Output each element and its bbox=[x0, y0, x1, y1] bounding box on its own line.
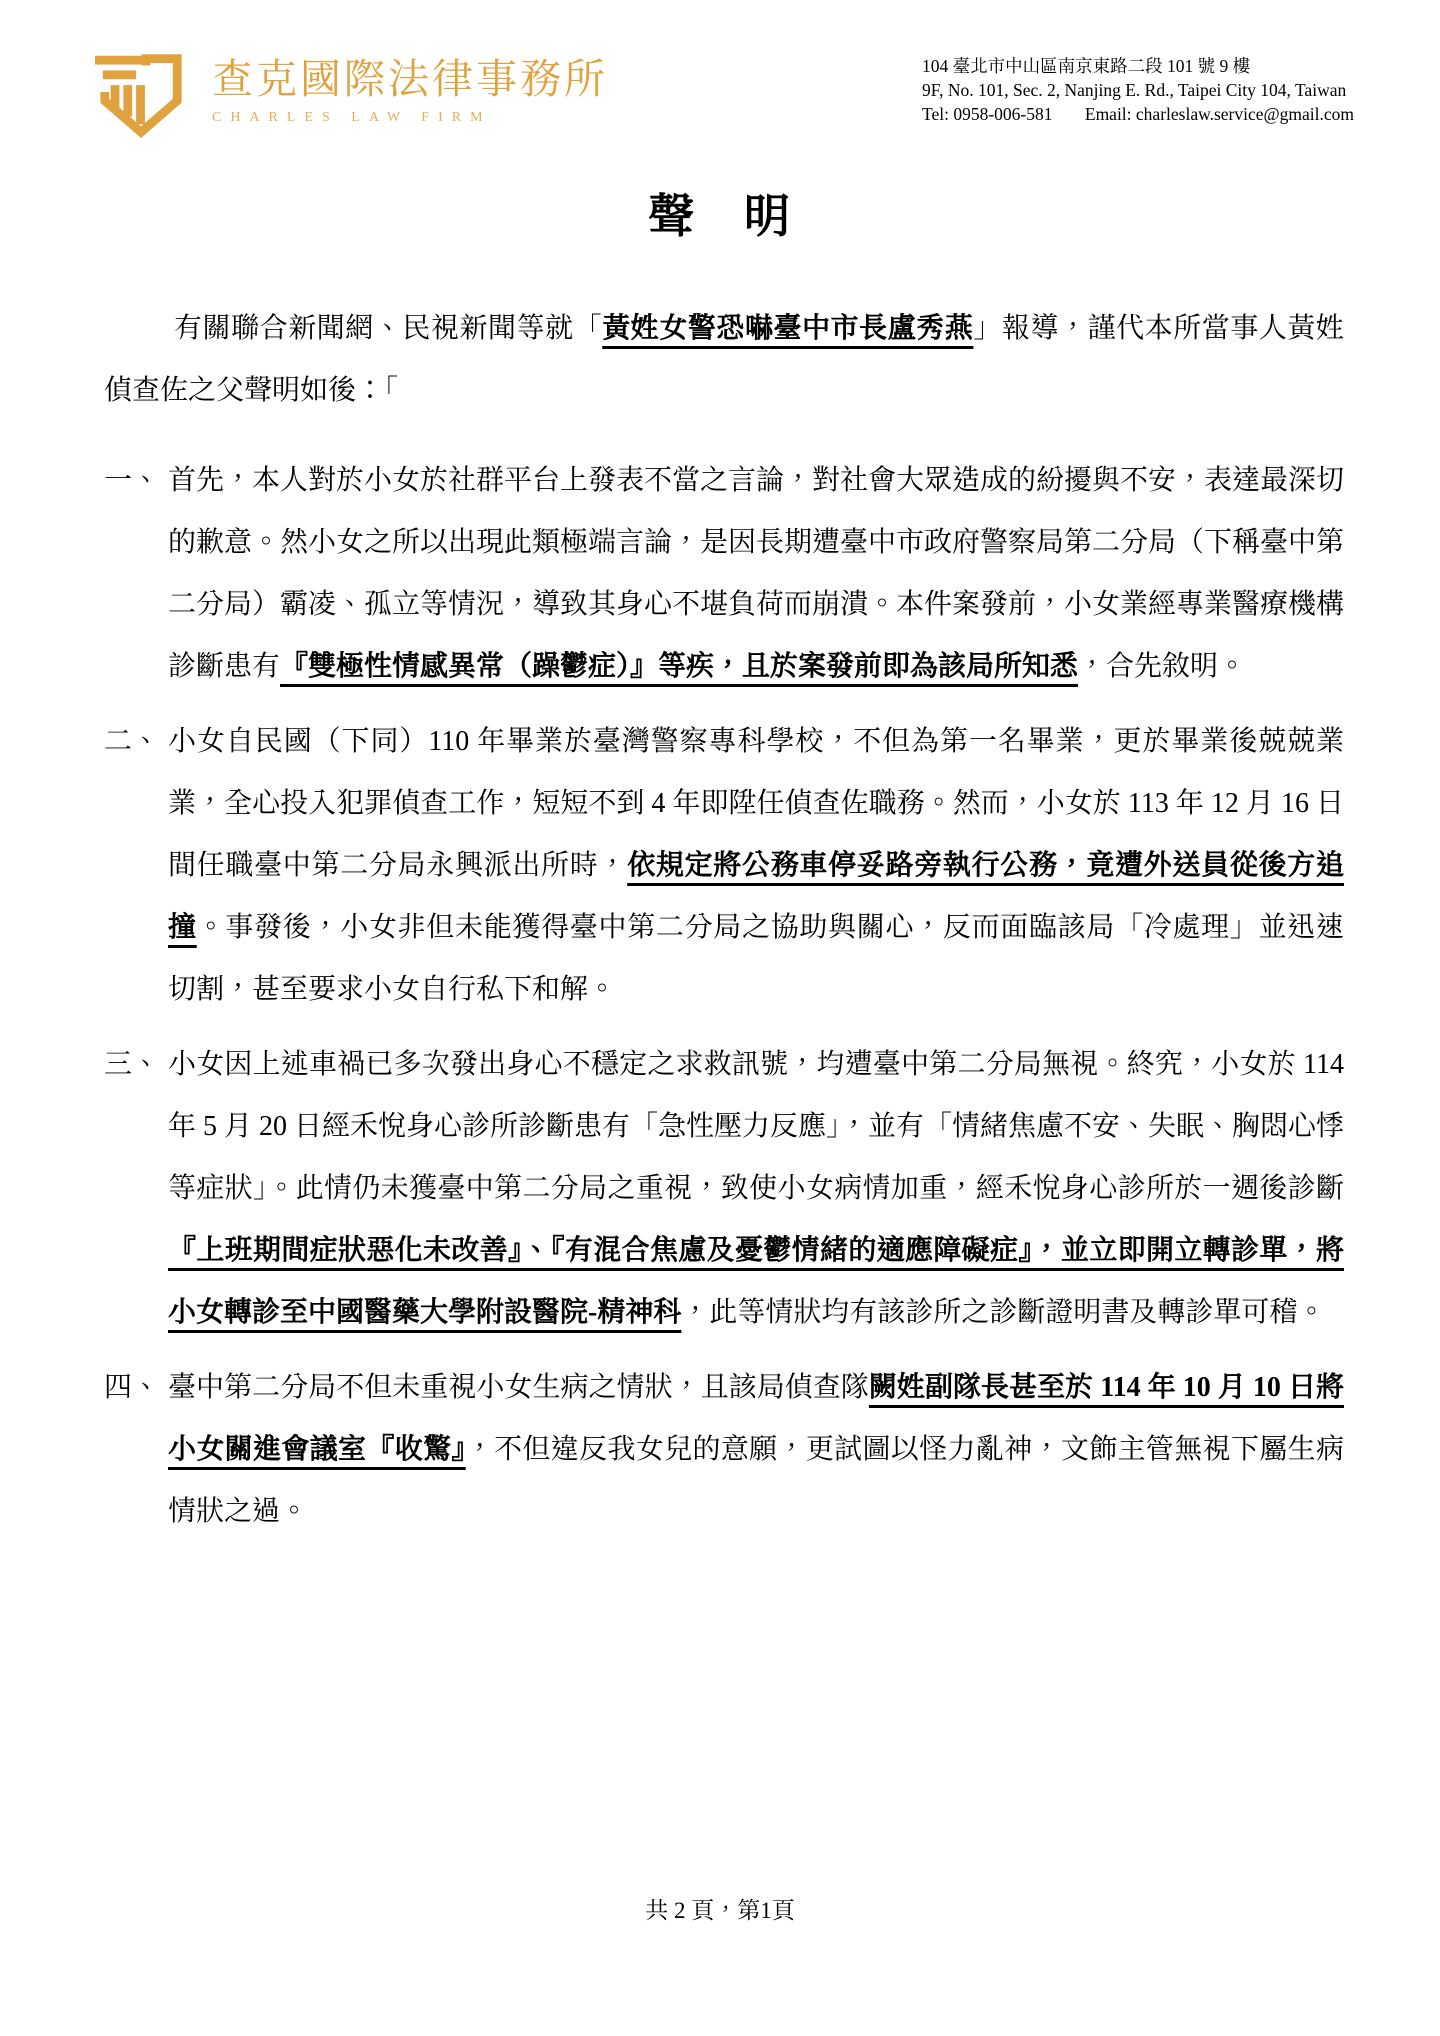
section-number: 四、 bbox=[104, 1372, 161, 1403]
intro-text-cont: 」報導，謹代本所當事人黃姓偵查佐之父聲明如後：「 bbox=[104, 313, 1344, 406]
contact-line bbox=[922, 102, 1354, 126]
firm-name-en: CHARLES LAW FIRM bbox=[212, 110, 492, 126]
logo-names bbox=[212, 56, 608, 126]
email-label: Email: charleslaw.service@gmail.com bbox=[1084, 104, 1354, 125]
section-text bbox=[168, 1034, 1344, 1344]
document-body bbox=[0, 298, 1440, 1543]
section-text-normal: 小女自民國（下同）110 年畢業於臺灣警察專科學校，不但為第一名畢業，更於畢業後兢兢業業，全心投入犯罪偵查工作，短短不到 4 年即陞任偵查佐職務。然而，小女於 113 年 12 月 16 日間任職臺中第二分局永興派出所時， bbox=[168, 726, 1344, 881]
section-text-normal: 臺中第二分局不但未重視小女生病之情狀，且該局偵查隊 bbox=[168, 1372, 869, 1403]
section-text-emphasis: 闕姓副隊長甚至於 114 年 10 月 10 日將小女關進會議室『收驚』 bbox=[168, 1372, 1344, 1465]
section-number: 一、 bbox=[104, 465, 161, 496]
shield-pillar-logo-icon bbox=[86, 44, 196, 138]
section-text-normal: ，此等情狀均有該診所之診斷證明書及轉診單可稽。 bbox=[681, 1297, 1326, 1328]
section-text-normal: 。事發後，小女非但未能獲得臺中第二分局之協助與關心，反而面臨該局「冷處理」並迅速切割，甚至要求小女自行私下和解。 bbox=[168, 912, 1344, 1005]
intro-text: 有關聯合新聞網、民視新聞等就「 bbox=[174, 313, 603, 344]
section-number: 二、 bbox=[104, 726, 161, 757]
letterhead bbox=[0, 0, 1440, 138]
statement-section-4 bbox=[104, 1357, 1344, 1543]
page-number-footer: 共 2 頁，第1頁 bbox=[645, 1898, 795, 1923]
statement-section-3 bbox=[104, 1034, 1344, 1344]
address-en: 9F, No. 101, Sec. 2, Nanjing E. Rd., Taipei City 104, Taiwan bbox=[922, 80, 1347, 101]
section-text bbox=[168, 1357, 1344, 1543]
section-text-normal: ，不但違反我女兒的意願，更試圖以怪力亂神，文飾主管無視下屬生病情狀之過。 bbox=[168, 1434, 1344, 1527]
intro-highlight: 黃姓女警恐嚇臺中市長盧秀燕 bbox=[602, 313, 974, 344]
section-text-normal: 首先，本人對於小女於社群平台上發表不當之言論，對社會大眾造成的紛擾與不安，表達最深切的歉意。然小女之所以出現此類極端言論，是因長期遭臺中市政府警察局第二分局（下稱臺中第二分局）霸凌、孤立等情況，導致其身心不堪負荷而崩潰。本件案發前，小女業經專業醫療機構診斷患有 bbox=[168, 465, 1345, 682]
law-firm-logo bbox=[86, 44, 608, 138]
intro-paragraph bbox=[104, 298, 1344, 422]
address-zh: 104 臺北市中山區南京東路二段 101 號 9 樓 bbox=[922, 56, 1251, 76]
section-text-normal: ，合先敘明。 bbox=[1078, 651, 1247, 682]
section-text-emphasis: 依規定將公務車停妥路旁執行公務，竟遭外送員從後方追撞 bbox=[168, 850, 1344, 943]
document-title: 聲 明 bbox=[648, 191, 792, 242]
tel-label: Tel: 0958-006-581 bbox=[922, 104, 1053, 125]
section-number: 三、 bbox=[104, 1049, 161, 1080]
firm-name-zh: 查克國際法律事務所 bbox=[212, 55, 608, 102]
statement-section-2 bbox=[104, 711, 1344, 1021]
statement-section-1 bbox=[104, 450, 1344, 698]
section-text-normal: 小女因上述車禍已多次發出身心不穩定之求救訊號，均遭臺中第二分局無視。終究，小女於 114 年 5 月 20 日經禾悅身心診所診斷患有「急性壓力反應」，並有「情緒焦慮不安、失眠、胸悶心悸等症狀」。此情仍未獲臺中第二分局之重視，致使小女病情加重，經禾悅身心診所於一週後診斷 bbox=[168, 1049, 1345, 1204]
section-text-emphasis: 『雙極性情感異常（躁鬱症）』等疾，且於案發前即為該局所知悉 bbox=[280, 651, 1079, 682]
section-text bbox=[168, 711, 1344, 1021]
section-text bbox=[168, 450, 1344, 698]
section-text-emphasis: 『上班期間症狀惡化未改善』、『有混合焦慮及憂鬱情緒的適應障礙症』，並立即開立轉診單，將小女轉診至中國醫藥大學附設醫院-精神科 bbox=[168, 1235, 1344, 1328]
firm-address-block bbox=[922, 44, 1354, 126]
